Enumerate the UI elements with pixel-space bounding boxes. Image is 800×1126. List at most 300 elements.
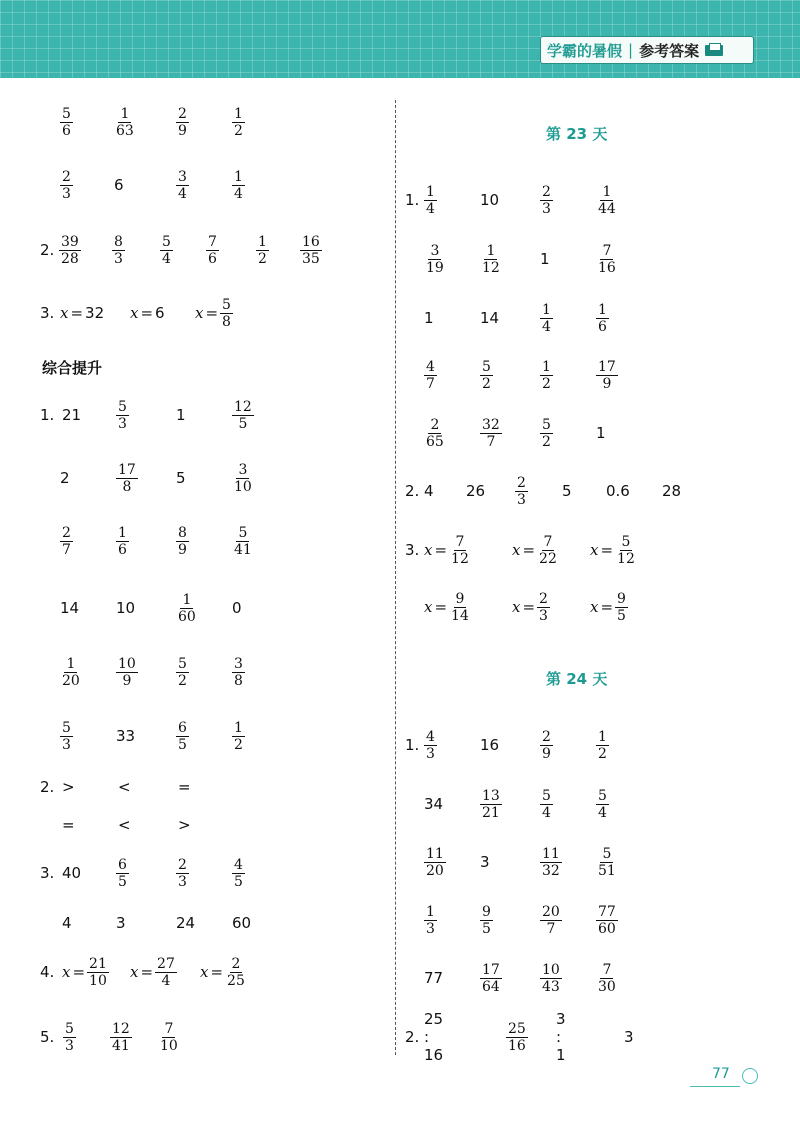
numerator: 5 (65, 1020, 74, 1037)
answer-value: 2 (60, 469, 70, 487)
denominator: 3 (426, 745, 435, 762)
equals-sign: = (434, 541, 448, 559)
answer-item (176, 398, 186, 432)
denominator: 3 (178, 873, 187, 890)
answer-item (178, 808, 191, 842)
denominator: 3 (426, 920, 435, 937)
answer-item (512, 590, 550, 624)
answer-item (596, 903, 618, 937)
page-number-underline (690, 1086, 740, 1087)
question-number: 1. (40, 406, 55, 424)
numerator: 4 (426, 358, 435, 375)
denominator: 3 (542, 200, 551, 217)
numerator: 20 (542, 903, 560, 920)
fraction (110, 1021, 132, 1054)
denominator: 8 (234, 672, 243, 689)
answer-item (62, 770, 75, 804)
numerator: 2 (62, 524, 71, 541)
numerator: 12 (112, 1020, 130, 1037)
book-title: 学霸的暑假 (547, 41, 623, 60)
denominator: 2 (234, 122, 243, 139)
numerator: 2 (231, 955, 241, 972)
answer-item (480, 787, 502, 821)
denominator: 20 (426, 862, 444, 879)
answer-value: 21 (62, 406, 82, 424)
variable-x: x (195, 304, 204, 322)
answer-item (60, 591, 79, 625)
answer-item (256, 233, 269, 267)
fraction (176, 169, 189, 202)
day-23-title: 第 23 天 (546, 125, 608, 143)
answer-value: 26 (466, 482, 486, 500)
variable-x: x (424, 598, 433, 616)
numerator: 3 (234, 655, 243, 672)
answer-item (540, 301, 553, 335)
day-24-title: 第 24 天 (546, 670, 608, 688)
denominator: 32 (542, 862, 560, 879)
numerator: 1 (486, 242, 496, 259)
answer-item (480, 961, 502, 995)
answer-item (556, 1010, 566, 1064)
denominator: 16 (598, 259, 616, 276)
denominator: 41 (112, 1037, 130, 1054)
fraction (480, 962, 502, 995)
fraction (424, 243, 446, 276)
numerator: 11 (426, 845, 444, 862)
numerator: 5 (118, 398, 127, 415)
denominator: 3 (118, 415, 127, 432)
denominator: 64 (482, 978, 500, 995)
fraction (176, 525, 189, 558)
answer-item (176, 461, 186, 495)
fraction (596, 846, 618, 879)
fraction (596, 359, 618, 392)
fraction (506, 1021, 528, 1054)
denominator: 5 (118, 873, 127, 890)
numerator: 1 (118, 524, 127, 541)
answer-value: 4 (62, 914, 72, 932)
answer-value: 0 (232, 599, 242, 617)
denominator: 10 (89, 972, 107, 989)
equals-sign: = (522, 541, 536, 559)
numerator: 32 (482, 416, 500, 433)
denominator: 3 (539, 607, 548, 624)
answer-item (424, 242, 446, 276)
answer-item (596, 301, 609, 335)
fraction (160, 234, 173, 267)
numerator: 1 (598, 301, 607, 318)
numerator: 1 (426, 903, 435, 920)
answer-item (176, 655, 189, 689)
fraction (480, 417, 502, 450)
numerator: 2 (178, 105, 187, 122)
answer-value: 14 (60, 599, 80, 617)
answer-item (116, 591, 135, 625)
denominator: 12 (451, 550, 469, 567)
numerator: 8 (178, 524, 187, 541)
fraction (116, 525, 129, 558)
answer-item (480, 183, 499, 217)
numerator: 2 (62, 168, 71, 185)
equals-sign: = (522, 598, 536, 616)
denominator: 4 (598, 804, 607, 821)
fraction (176, 106, 189, 139)
answer-item (480, 728, 499, 762)
denominator: 3 (114, 250, 123, 267)
fraction (232, 169, 245, 202)
variable-x: x (512, 541, 521, 559)
answer-item (116, 524, 129, 558)
answer-item (540, 961, 562, 995)
fraction (540, 417, 553, 450)
fraction (596, 243, 618, 276)
answer-value: 0.6 (606, 482, 630, 500)
answer-item (200, 955, 247, 989)
numerator: 12 (234, 398, 252, 415)
answer-item (59, 233, 81, 267)
answer-item (110, 1020, 132, 1054)
answer-item (118, 770, 131, 804)
fraction (596, 184, 618, 217)
denominator: 7 (426, 375, 435, 392)
denominator: 43 (542, 978, 560, 995)
numerator: 5 (602, 845, 612, 862)
question-number: 2. (40, 778, 55, 796)
answer-item (60, 719, 73, 753)
fraction (540, 904, 562, 937)
numerator: 21 (89, 955, 107, 972)
answer-value: 10 (480, 191, 500, 209)
answer-item (424, 903, 437, 937)
numerator: 5 (238, 524, 248, 541)
answer-item (624, 1020, 634, 1054)
fraction (300, 234, 322, 267)
answer-item (232, 524, 254, 558)
denominator: 3 (517, 491, 526, 508)
answer-item (176, 168, 189, 202)
answer-item (232, 719, 245, 753)
answer-value: 28 (662, 482, 682, 500)
numerator: 9 (617, 590, 626, 607)
numerator: 2 (430, 416, 440, 433)
answer-item (116, 906, 126, 940)
answer-item (114, 168, 124, 202)
question-number: 3. (405, 541, 420, 559)
answer-item (130, 296, 165, 330)
answer-item (424, 590, 471, 624)
answer-item (540, 242, 550, 276)
fraction (480, 788, 502, 821)
answer-item (596, 242, 618, 276)
numerator: 7 (164, 1020, 174, 1037)
denominator: 28 (61, 250, 79, 267)
fraction (155, 956, 177, 989)
answer-item (195, 296, 233, 330)
fraction (225, 956, 247, 989)
fraction (232, 399, 254, 432)
answer-item (424, 961, 443, 995)
answer-item (60, 168, 73, 202)
fraction (60, 106, 73, 139)
answer-item (590, 590, 628, 624)
fraction (596, 962, 618, 995)
answer-item (596, 728, 609, 762)
fraction (515, 475, 528, 508)
question-number: 1. (405, 191, 420, 209)
answer-item (112, 233, 125, 267)
numerator: 9 (482, 903, 491, 920)
answer-item (62, 906, 72, 940)
answer-item (662, 474, 681, 508)
fraction (596, 904, 618, 937)
variable-x: x (512, 598, 521, 616)
fraction (596, 302, 609, 335)
denominator: 4 (426, 200, 435, 217)
fraction (540, 729, 553, 762)
denominator: 6 (118, 541, 127, 558)
column-divider (395, 100, 396, 1055)
numerator: 1 (66, 655, 76, 672)
answer-value: 34 (424, 795, 444, 813)
answer-item (480, 416, 502, 450)
numerator: 27 (157, 955, 175, 972)
fraction (232, 106, 245, 139)
fraction (540, 359, 553, 392)
answer-item (540, 728, 553, 762)
fraction (596, 729, 609, 762)
equals-sign: = (140, 304, 154, 322)
answer-item (606, 474, 630, 508)
denominator: 6 (62, 122, 71, 139)
denominator: 7 (62, 541, 71, 558)
numerator: 6 (178, 719, 187, 736)
fraction (424, 729, 437, 762)
denominator: 2 (258, 250, 267, 267)
answer-value: 6 (114, 176, 124, 194)
fraction (449, 591, 471, 624)
answer-item (596, 358, 618, 392)
answer-item (424, 416, 446, 450)
denominator: 19 (426, 259, 444, 276)
fraction (60, 656, 82, 689)
answer-item (515, 474, 528, 508)
numerator: 1 (598, 728, 607, 745)
numerator: 5 (162, 233, 171, 250)
question-number: 2. (405, 1028, 420, 1046)
answer-item (232, 591, 242, 625)
numerator: 17 (598, 358, 616, 375)
answer-item (116, 398, 129, 432)
answer-item (60, 105, 73, 139)
answer-value: 32 (85, 304, 105, 322)
fraction (87, 956, 109, 989)
numerator: 10 (542, 961, 560, 978)
fraction (116, 857, 129, 890)
denominator: 2 (598, 745, 607, 762)
answer-item (62, 955, 109, 989)
answer-item (512, 533, 559, 567)
denominator: 2 (482, 375, 491, 392)
answer-item (114, 105, 136, 139)
numerator: 5 (178, 655, 187, 672)
answer-item (596, 845, 618, 879)
answer-value: 60 (232, 914, 252, 932)
answer-value: 1 (176, 406, 186, 424)
answer-item (176, 591, 198, 625)
variable-x: x (590, 598, 599, 616)
equals-sign: = (72, 963, 86, 981)
fraction (540, 962, 562, 995)
denominator: 5 (482, 920, 491, 937)
answer-value: 4 (424, 482, 434, 500)
numerator: 9 (455, 590, 465, 607)
denominator: 5 (234, 873, 243, 890)
header-bar (0, 0, 800, 78)
answer-value: 1 (424, 309, 434, 327)
fraction (116, 462, 138, 495)
denominator: 25 (227, 972, 245, 989)
answer-value: > (178, 816, 191, 834)
denominator: 9 (122, 672, 132, 689)
numerator: 2 (539, 590, 548, 607)
page-number (690, 1064, 770, 1088)
equals-sign: = (140, 963, 154, 981)
answer-item (480, 301, 499, 335)
answer-value: 3 (624, 1028, 634, 1046)
denominator: 14 (451, 607, 469, 624)
answer-item (62, 856, 81, 890)
header-title-box (540, 36, 754, 64)
answer-item (232, 105, 245, 139)
fraction (540, 788, 553, 821)
answer-value: 14 (480, 309, 500, 327)
numerator: 1 (182, 591, 192, 608)
answer-value: 10 (116, 599, 136, 617)
fraction (206, 234, 219, 267)
answer-value: < (118, 778, 131, 796)
numerator: 5 (598, 787, 607, 804)
denominator: 60 (178, 608, 196, 625)
question-number: 2. (40, 241, 55, 259)
numerator: 39 (61, 233, 79, 250)
variable-x: x (590, 541, 599, 559)
answer-item (60, 655, 82, 689)
answer-item (424, 845, 446, 879)
variable-x: x (200, 963, 209, 981)
book-icon (705, 43, 725, 57)
fraction (537, 534, 559, 567)
answer-item (176, 906, 195, 940)
fraction (449, 534, 471, 567)
fraction (480, 904, 493, 937)
denominator: 63 (116, 122, 134, 139)
denominator: 3 (62, 185, 71, 202)
numerator: 2 (517, 474, 526, 491)
denominator: 44 (598, 200, 616, 217)
answer-item (232, 168, 245, 202)
numerator: 13 (482, 787, 500, 804)
answer-item (424, 728, 437, 762)
answer-item (160, 233, 173, 267)
numerator: 1 (234, 105, 243, 122)
section-title-zonghe: 综合提升 (42, 359, 103, 377)
fraction (615, 534, 637, 567)
numerator: 11 (542, 845, 560, 862)
question-number: 1. (405, 736, 420, 754)
numerator: 1 (426, 183, 435, 200)
answer-item (60, 524, 73, 558)
fraction (424, 359, 437, 392)
answer-item (540, 183, 553, 217)
denominator: 9 (178, 122, 187, 139)
denominator: 9 (602, 375, 612, 392)
answer-item (62, 808, 75, 842)
answer-value: = (178, 778, 191, 796)
denominator: 8 (122, 478, 132, 495)
answer-item (232, 906, 251, 940)
question-number: 4. (40, 963, 55, 981)
denominator: 12 (482, 259, 500, 276)
equals-sign: = (600, 598, 614, 616)
numerator: 7 (455, 533, 465, 550)
fraction (540, 302, 553, 335)
denominator: 2 (234, 736, 243, 753)
equals-sign: = (70, 304, 84, 322)
numerator: 2 (542, 183, 551, 200)
answer-item (540, 787, 553, 821)
numerator: 5 (542, 416, 551, 433)
fraction (540, 184, 553, 217)
answer-value: = (62, 816, 75, 834)
fraction (176, 592, 198, 625)
answer-item (590, 533, 637, 567)
numerator: 5 (621, 533, 631, 550)
numerator: 25 (508, 1020, 526, 1037)
answer-item (540, 358, 553, 392)
answer-item (300, 233, 322, 267)
denominator: 10 (160, 1037, 178, 1054)
fraction (615, 591, 628, 624)
fraction (596, 788, 609, 821)
fraction (63, 1021, 76, 1054)
denominator: 6 (598, 318, 607, 335)
fraction (540, 846, 562, 879)
denominator: 7 (546, 920, 556, 937)
answer-item (562, 474, 572, 508)
denominator: 60 (598, 920, 616, 937)
denominator: 4 (178, 185, 187, 202)
answer-item (176, 856, 189, 890)
fraction (116, 399, 129, 432)
answer-item (178, 770, 191, 804)
denominator: 5 (617, 607, 626, 624)
fraction (176, 857, 189, 890)
numerator: 1 (120, 105, 130, 122)
denominator: 2 (542, 433, 551, 450)
fraction (256, 234, 269, 267)
numerator: 1 (234, 719, 243, 736)
answer-item (62, 398, 81, 432)
denominator: 7 (486, 433, 496, 450)
answer-item (480, 358, 493, 392)
question-number: 3. (40, 864, 55, 882)
denominator: 4 (162, 250, 171, 267)
denominator: 51 (598, 862, 616, 879)
answer-value: 24 (176, 914, 196, 932)
variable-x: x (62, 963, 71, 981)
fraction (424, 184, 437, 217)
answer-item (540, 845, 562, 879)
